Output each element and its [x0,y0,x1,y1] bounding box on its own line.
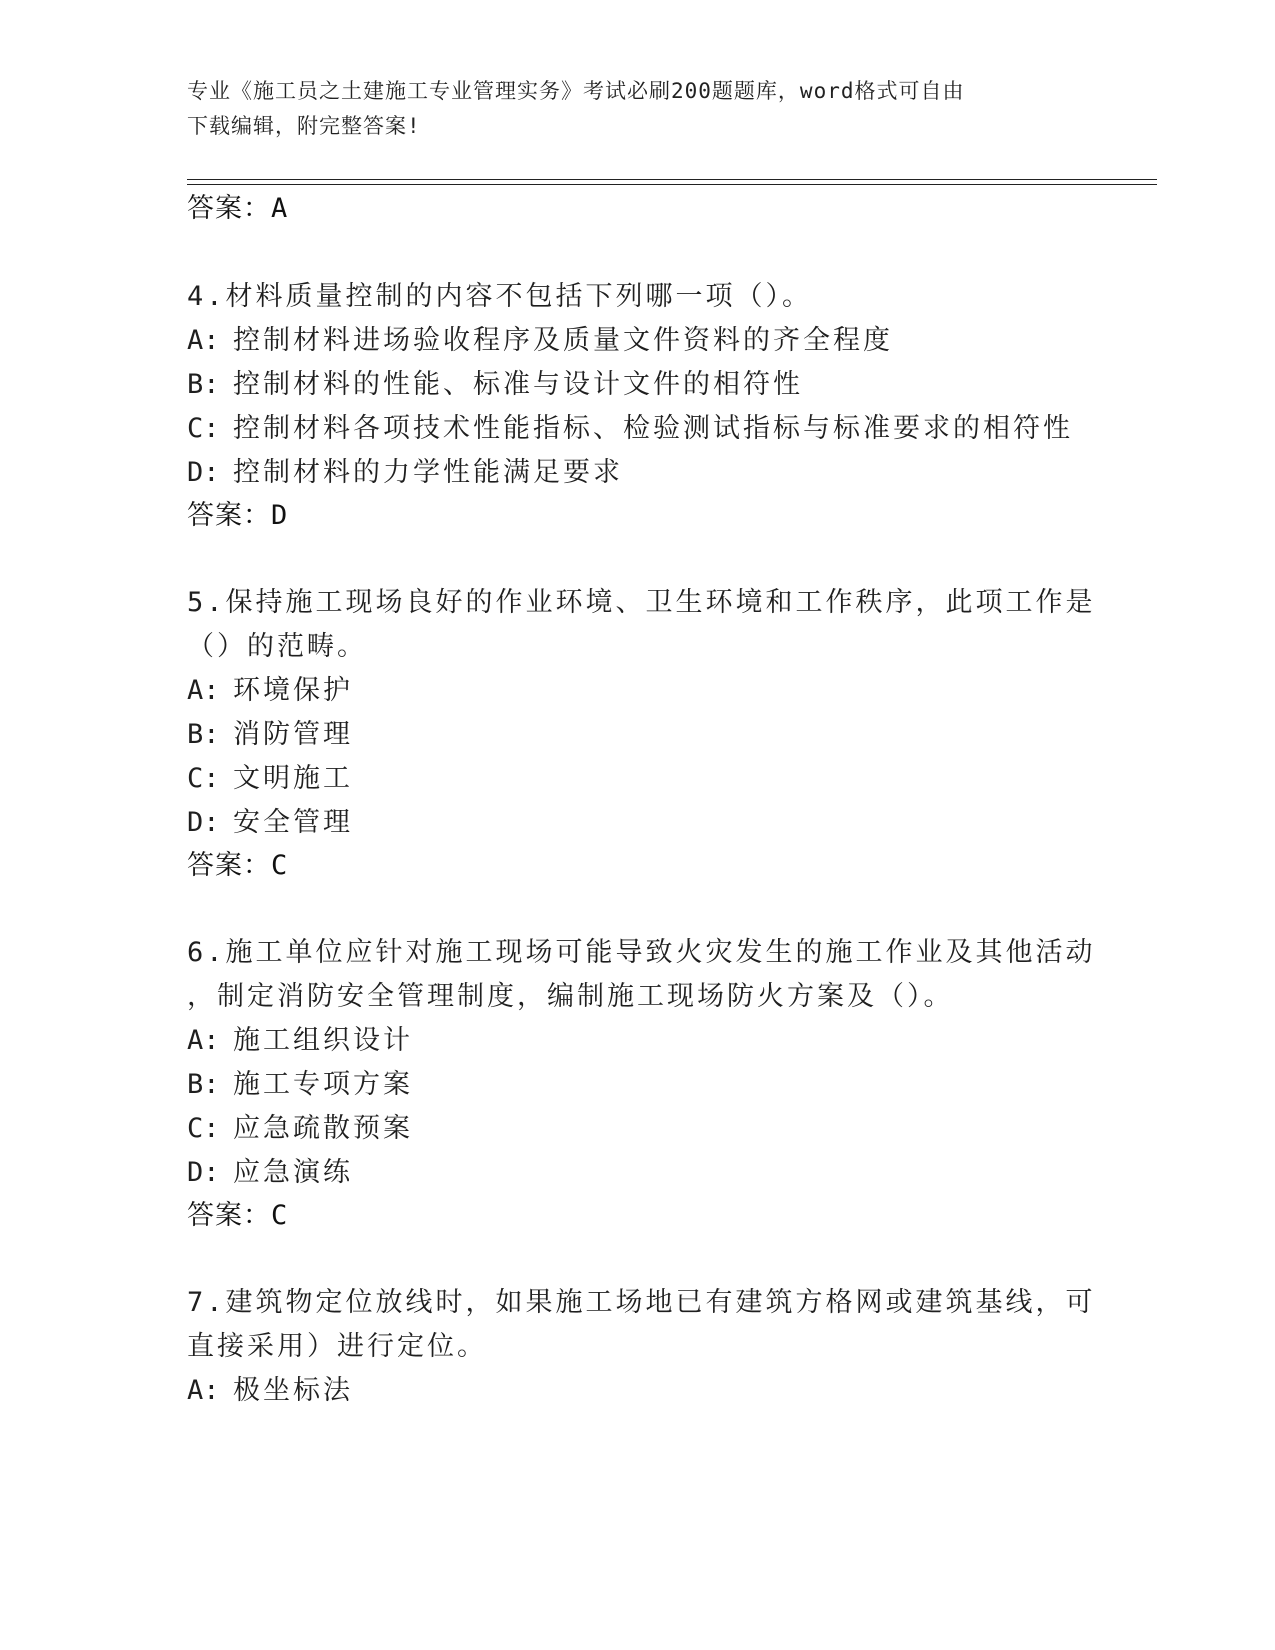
option-letter: A: [187,325,220,356]
question-7-option-a [187,1368,353,1407]
question-4-option-b [187,362,803,401]
option-letter: C: [187,763,220,794]
option-text: 控制材料的性能、标准与设计文件的相符性 [233,369,803,400]
answer-q4: 答案：D [187,500,289,531]
option-letter: C: [187,1113,220,1144]
option-text: 控制材料各项技术性能指标、检验测试指标与标准要求的相符性 [233,413,1073,444]
option-letter: C: [187,413,220,444]
answer-q3: 答案：A [187,193,289,224]
header-divider-top [187,179,1157,180]
question-5-option-c [187,756,353,795]
question-6-option-d [187,1150,353,1189]
question-4-option-c [187,406,1073,445]
question-6-option-b [187,1062,413,1101]
option-letter: D: [187,807,220,838]
option-text: 控制材料的力学性能满足要求 [233,457,623,488]
option-text: 文明施工 [233,763,353,794]
option-text: 消防管理 [233,719,353,750]
option-text: 控制材料进场验收程序及质量文件资料的齐全程度 [233,325,893,356]
question-6-stem-line-2: ，制定消防安全管理制度，编制施工现场防火方案及（）。 [187,981,954,1012]
header-line-1: 专业《施工员之土建施工专业管理实务》考试必刷200题题库，word格式可自由 [187,79,965,103]
header-divider-bottom [187,184,1157,185]
option-letter: B: [187,369,220,400]
option-letter: A: [187,1025,220,1056]
question-6-option-a [187,1018,413,1057]
question-6-stem-line-1: 6.施工单位应针对施工现场可能导致火灾发生的施工作业及其他活动 [187,937,1096,968]
option-text: 安全管理 [233,807,353,838]
question-4-option-d [187,450,623,489]
option-letter: D: [187,1157,220,1188]
header-line-2: 下载编辑，附完整答案! [187,114,421,138]
answer-q6: 答案：C [187,1200,289,1231]
option-text: 应急疏散预案 [233,1113,413,1144]
option-text: 施工组织设计 [233,1025,413,1056]
answer-q5: 答案：C [187,850,289,881]
option-letter: D: [187,457,220,488]
question-7-stem-line-1: 7.建筑物定位放线时，如果施工场地已有建筑方格网或建筑基线，可 [187,1287,1096,1318]
question-5-option-a [187,668,353,707]
option-letter: A: [187,1375,220,1406]
question-5-option-d [187,800,353,839]
question-4-stem: 4.材料质量控制的内容不包括下列哪一项（）。 [187,281,813,312]
question-5-stem-line-1: 5.保持施工现场良好的作业环境、卫生环境和工作秩序，此项工作是 [187,587,1096,618]
document-header [187,74,1087,144]
option-text: 应急演练 [233,1157,353,1188]
question-6-option-c [187,1106,413,1145]
option-letter: B: [187,719,220,750]
option-letter: B: [187,1069,220,1100]
option-letter: A: [187,675,220,706]
option-text: 环境保护 [233,675,353,706]
question-7-stem-line-2: 直接采用）进行定位。 [187,1331,487,1362]
question-5-stem-line-2: （）的范畴。 [187,631,367,662]
question-5-option-b [187,712,353,751]
question-4-option-a [187,318,893,357]
option-text: 施工专项方案 [233,1069,413,1100]
option-text: 极坐标法 [233,1375,353,1406]
